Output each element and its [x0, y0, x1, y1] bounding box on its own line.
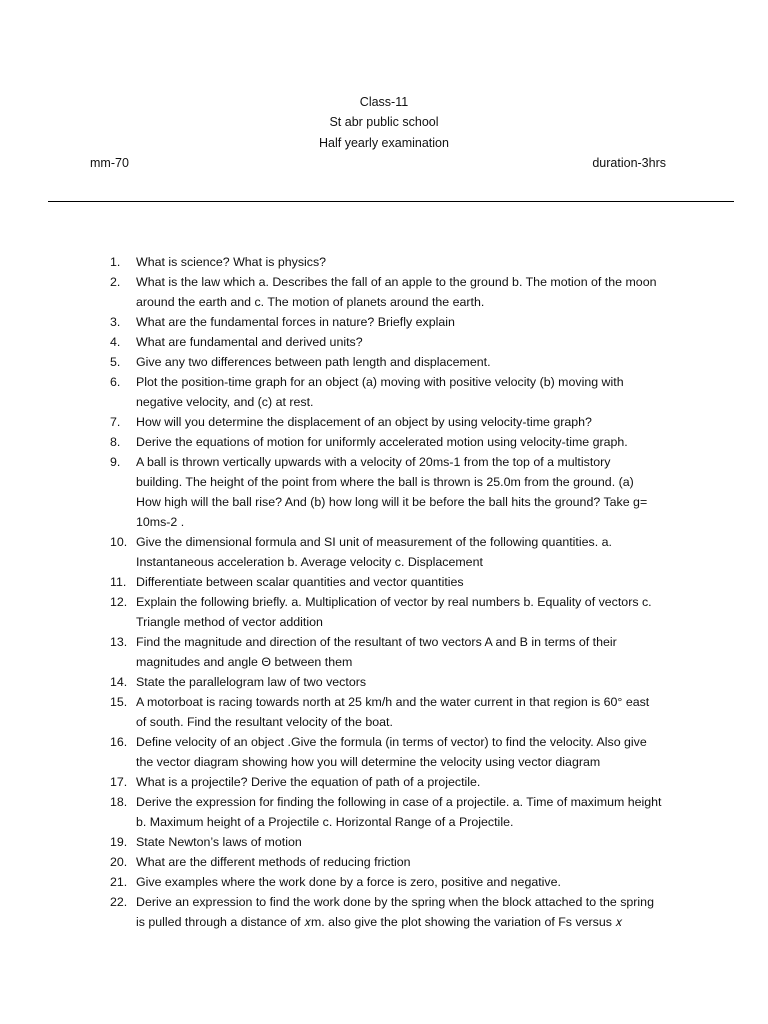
- question-number: 8.: [110, 435, 121, 449]
- question-text-line: Plot the position-time graph for an object (a) moving with positive velocity (b) moving with: [136, 375, 624, 389]
- question-number: 21.: [110, 875, 128, 889]
- question-text-line: State Newton’s laws of motion: [136, 835, 302, 849]
- max-marks: mm-70: [90, 156, 129, 170]
- question-text-line: around the earth and c. The motion of planets around the earth.: [136, 295, 485, 309]
- question-text: [136, 892, 685, 932]
- question-text: [136, 732, 685, 772]
- question-item: [110, 572, 685, 592]
- question-text-line: magnitudes and angle Θ between them: [136, 655, 353, 669]
- question-item: [110, 592, 685, 632]
- question-text: [136, 592, 685, 632]
- school-name: St abr public school: [329, 115, 439, 129]
- question-text-line: Triangle method of vector addition: [136, 615, 323, 629]
- question-text: [136, 792, 685, 832]
- question-text-line: Explain the following briefly. a. Multiplication of vector by real numbers b. Equality of vectors c.: [136, 595, 652, 609]
- question-text-line: Differentiate between scalar quantities and vector quantities: [136, 575, 464, 589]
- question-item: [110, 692, 685, 732]
- question-text: [136, 352, 685, 372]
- question-text-line: Find the magnitude and direction of the resultant of two vectors A and B in terms of their: [136, 635, 617, 649]
- question-item: [110, 832, 685, 852]
- exam-title: Half yearly examination: [319, 136, 449, 150]
- question-number: 20.: [110, 855, 128, 869]
- question-text: [136, 852, 685, 872]
- question-text-line: Give any two differences between path length and displacement.: [136, 355, 491, 369]
- question-item: [110, 272, 685, 312]
- question-text-line: negative velocity, and (c) at rest.: [136, 395, 314, 409]
- question-text-line: Give the dimensional formula and SI unit of measurement of the following quantities. a.: [136, 535, 612, 549]
- question-item: [110, 312, 685, 332]
- question-number: 11.: [110, 575, 127, 589]
- question-text: [136, 272, 685, 312]
- question-text: [136, 332, 685, 352]
- question-text: [136, 772, 685, 792]
- question-item: [110, 432, 685, 452]
- question-number: 16.: [110, 735, 128, 749]
- question-number: 1.: [110, 255, 121, 269]
- question-item: [110, 412, 685, 432]
- question-item: [110, 892, 685, 932]
- question-item: [110, 372, 685, 412]
- question-text-line: What is science? What is physics?: [136, 255, 327, 269]
- question-text: [136, 872, 685, 892]
- question-text-line: b. Maximum height of a Projectile c. Horizontal Range of a Projectile.: [136, 815, 514, 829]
- question-item: [110, 672, 685, 692]
- question-text-line: 10ms-2 .: [136, 515, 185, 529]
- question-number: 3.: [110, 315, 121, 329]
- header-divider: [48, 201, 734, 202]
- question-number: 19.: [110, 835, 128, 849]
- exam-duration: duration-3hrs: [592, 156, 666, 170]
- question-text-line: Derive an expression to find the work done by the spring when the block attached to the spring: [136, 895, 654, 909]
- question-text-line: Define velocity of an object .Give the formula (in terms of vector) to find the velocity. Also give: [136, 735, 647, 749]
- question-text: [136, 412, 685, 432]
- question-text: [136, 572, 685, 592]
- question-number: 7.: [110, 415, 121, 429]
- question-text-line: How high will the ball rise? And (b) how long will it be before the ball hits the ground? Take g=: [136, 495, 648, 509]
- question-item: [110, 772, 685, 792]
- question-text-line: A ball is thrown vertically upwards with a velocity of 20ms-1 from the top of a multistory: [136, 455, 611, 469]
- question-number: 2.: [110, 275, 121, 289]
- question-text-line: What is a projectile? Derive the equation of path of a projectile.: [136, 775, 481, 789]
- question-text: [136, 832, 685, 852]
- question-item: [110, 632, 685, 672]
- question-text: [136, 452, 685, 532]
- question-number: 22.: [110, 895, 128, 909]
- question-text-line: Derive the expression for finding the following in case of a projectile. a. Time of maximum height: [136, 795, 662, 809]
- question-item: [110, 452, 685, 532]
- question-item: [110, 252, 685, 272]
- question-text-line: A motorboat is racing towards north at 25 km/h and the water current in that region is 60° east: [136, 695, 650, 709]
- question-text-line: State the parallelogram law of two vectors: [136, 675, 367, 689]
- question-list: [110, 252, 685, 932]
- question-number: 12.: [110, 595, 128, 609]
- question-text-line: What are the fundamental forces in nature? Briefly explain: [136, 315, 455, 329]
- question-item: [110, 332, 685, 352]
- class-heading: Class-11: [359, 95, 409, 109]
- question-text: [136, 372, 685, 412]
- question-text-line: What are fundamental and derived units?: [136, 335, 363, 349]
- question-number: 5.: [110, 355, 121, 369]
- question-text-line: of south. Find the resultant velocity of the boat.: [136, 715, 393, 729]
- question-number: 4.: [110, 335, 121, 349]
- question-item: [110, 532, 685, 572]
- question-item: [110, 852, 685, 872]
- question-text-line: building. The height of the point from where the ball is thrown is 25.0m from the ground. (a): [136, 475, 634, 489]
- question-text-line: What is the law which a. Describes the fall of an apple to the ground b. The motion of the moon: [136, 275, 657, 289]
- question-text-line: the vector diagram showing how you will determine the velocity using vector diagram: [136, 755, 601, 769]
- question-text: [136, 672, 685, 692]
- question-text: [136, 432, 685, 452]
- question-text: [136, 692, 685, 732]
- question-text: [136, 312, 685, 332]
- question-number: 13.: [110, 635, 128, 649]
- question-number: 15.: [110, 695, 128, 709]
- question-item: [110, 792, 685, 832]
- question-number: 17.: [110, 775, 128, 789]
- question-text-line: What are the different methods of reducing friction: [136, 855, 411, 869]
- question-text-line: Derive the equations of motion for uniformly accelerated motion using velocity-time graph.: [136, 435, 628, 449]
- question-number: 6.: [110, 375, 121, 389]
- question-number: 10.: [110, 535, 128, 549]
- question-item: [110, 872, 685, 892]
- question-text-line: Give examples where the work done by a force is zero, positive and negative.: [136, 875, 561, 889]
- question-item: [110, 732, 685, 772]
- question-number: 14.: [110, 675, 128, 689]
- question-text: [136, 252, 685, 272]
- question-text: [136, 532, 685, 572]
- question-text-line: is pulled through a distance of 𝑥m. also give the plot showing the variation of Fs versus 𝑥: [136, 915, 623, 929]
- question-item: [110, 352, 685, 372]
- question-number: 9.: [110, 455, 121, 469]
- question-text: [136, 632, 685, 672]
- question-text-line: How will you determine the displacement of an object by using velocity-time graph?: [136, 415, 592, 429]
- question-text-line: Instantaneous acceleration b. Average velocity c. Displacement: [136, 555, 483, 569]
- question-number: 18.: [110, 795, 128, 809]
